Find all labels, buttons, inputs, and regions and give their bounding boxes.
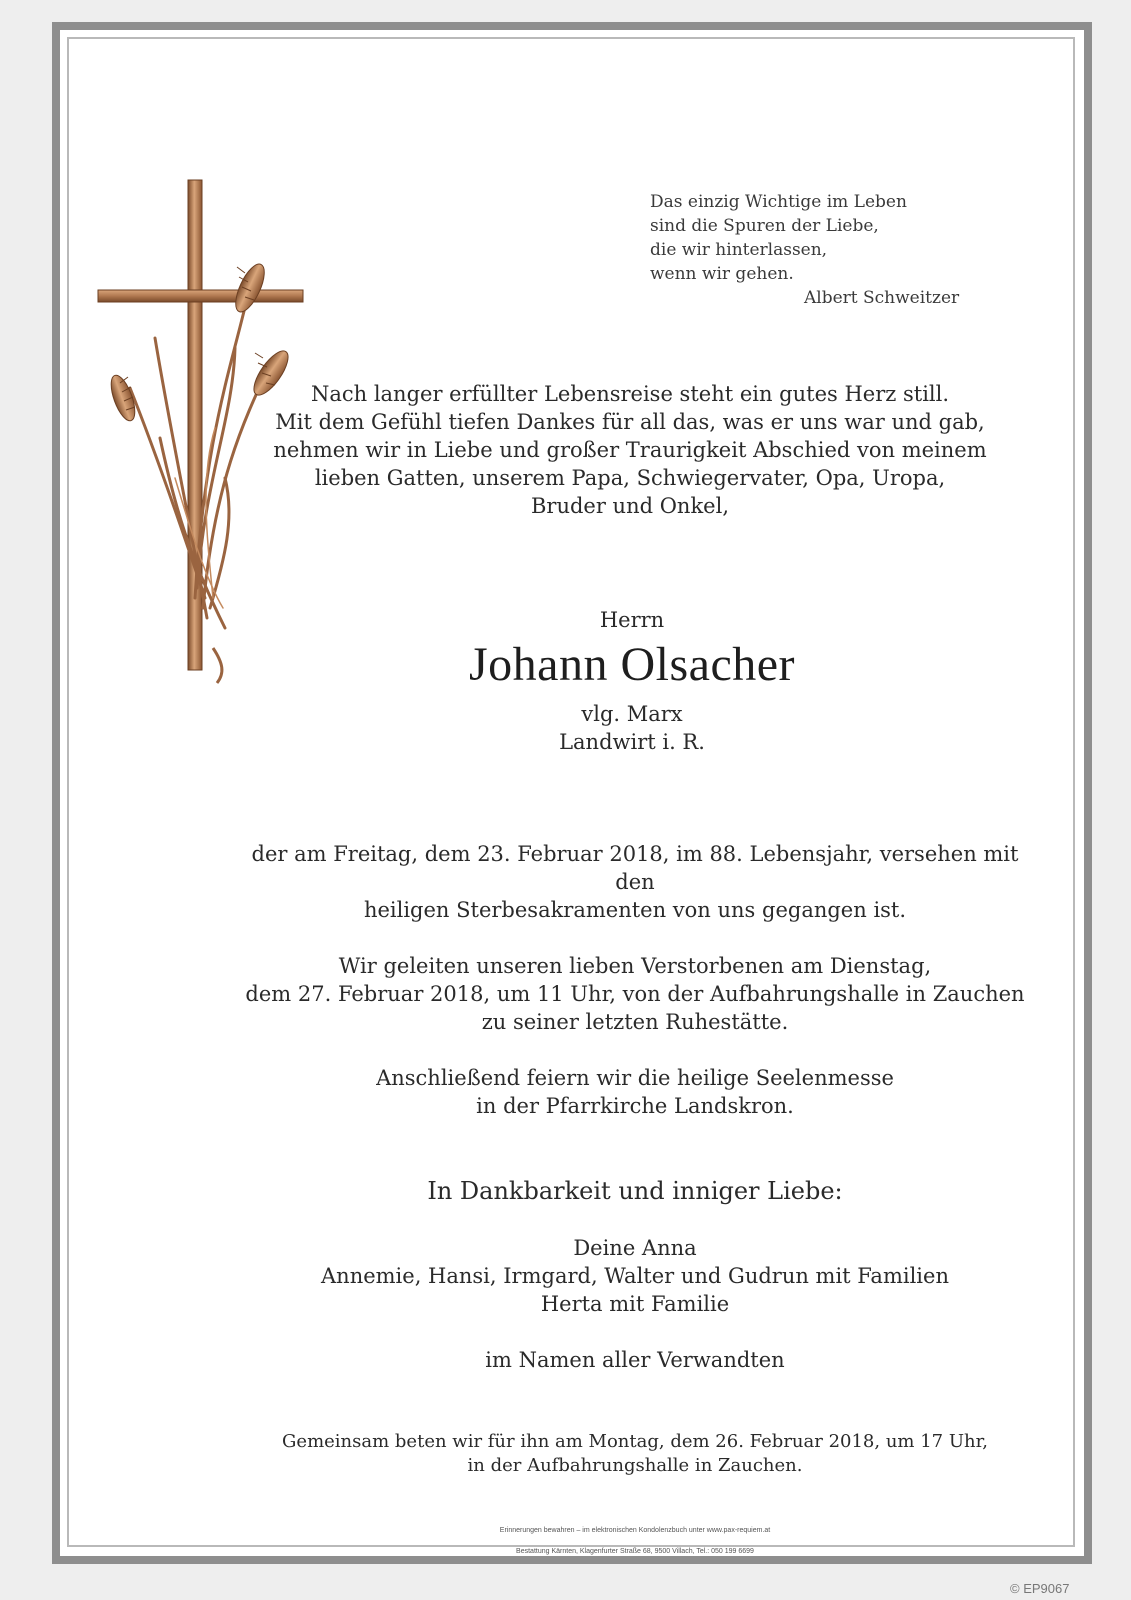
- deceased-vulgo-name: vlg. Marx: [581, 702, 683, 726]
- gratitude-heading: In Dankbarkeit und inniger Liebe:: [427, 1177, 843, 1205]
- prayer-notice: Gemeinsam beten wir für ihn am Montag, dem 26. Februar 2018, um 17 Uhr, in der Aufbahrungshalle in Zauchen.: [282, 1431, 988, 1476]
- intro-text: Nach langer erfüllter Lebensreise steht ein gutes Herz still. Mit dem Gefühl tiefen Dankes für all das, was er uns war und gab, nehmen wir in Liebe und großer Traurigkeit Abschied von meinem lieben Gatten, unserem Papa, Schwiegervater, Opa, Uropa, Bruder und Onkel,: [273, 382, 987, 518]
- quote-block: [650, 190, 980, 310]
- deceased-occupation: Landwirt i. R.: [559, 730, 705, 754]
- deceased-name: Johann Olsacher: [468, 638, 796, 691]
- death-notice: der am Freitag, dem 23. Februar 2018, im 88. Lebensjahr, versehen mit den heiligen Sterbesakramenten von uns gegangen ist.: [251, 842, 1019, 922]
- template-code: © EP9067: [1010, 1581, 1070, 1596]
- quote-text: Das einzig Wichtige im Leben sind die Spuren der Liebe, die wir hinterlassen, wenn wir gehen.: [650, 192, 907, 284]
- funeral-details: Wir geleiten unseren lieben Verstorbenen am Dienstag, dem 27. Februar 2018, um 11 Uhr, von der Aufbahrungshalle in Zauchen zu seiner letzten Ruhestätte.: [245, 954, 1025, 1034]
- mourners-list: Deine Anna Annemie, Hansi, Irmgard, Walter und Gudrun mit Familien Herta mit Familie: [321, 1236, 949, 1316]
- footer-undertaker-address: Bestattung Kärnten, Klagenfurter Straße 68, 9500 Villach, Tel.: 050 199 6699: [516, 1548, 754, 1555]
- footer-condolence-link: Erinnerungen bewahren – im elektronischen Kondolenzbuch unter www.pax-requiem.at: [499, 1527, 771, 1534]
- relatives-note: im Namen aller Verwandten: [485, 1348, 785, 1372]
- quote-author: Albert Schweitzer: [804, 288, 960, 308]
- requiem-mass-details: Anschließend feiern wir die heilige Seelenmesse in der Pfarrkirche Landskron.: [376, 1066, 894, 1118]
- salutation: Herrn: [599, 608, 665, 632]
